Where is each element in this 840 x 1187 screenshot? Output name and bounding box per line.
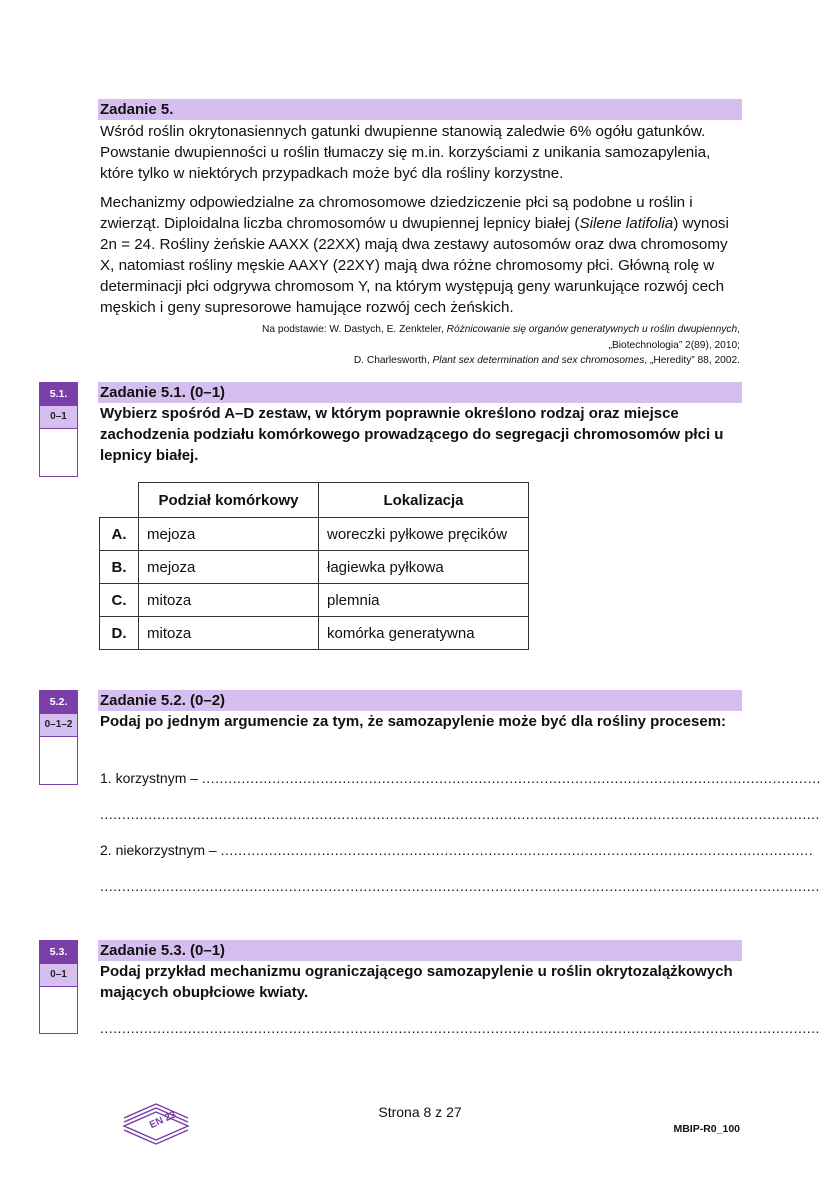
score-box-points: 0–1 bbox=[40, 963, 77, 987]
q2-question: Podaj po jednym argumencie za tym, że samozapylenie może być dla rośliny procesem: bbox=[100, 713, 727, 730]
source1-title: Różnicowanie się organów generatywnych u roślin dwupiennych bbox=[446, 324, 738, 335]
option-letter: B. bbox=[100, 551, 139, 584]
exam-code: MBIP-R0_100 bbox=[673, 1123, 740, 1135]
answer-label-2: 2. niekorzystnym – bbox=[100, 842, 217, 858]
score-box-points: 0–1 bbox=[40, 405, 77, 429]
option-location: łagiewka pyłkowa bbox=[319, 551, 529, 584]
option-division: mitoza bbox=[139, 617, 319, 650]
q3-header: Zadanie 5.3. (0–1) bbox=[98, 940, 742, 961]
q2-header: Zadanie 5.2. (0–2) bbox=[98, 690, 742, 711]
answer-line-1b[interactable]: .................................................................................................................................................................... bbox=[100, 806, 820, 822]
species-name: Silene latifolia bbox=[579, 215, 674, 232]
task-header: Zadanie 5. bbox=[98, 99, 742, 120]
table-header-row bbox=[100, 483, 529, 518]
answer-line-2[interactable]: 2. niekorzystnym – ....................................................................................................................................... bbox=[100, 842, 814, 858]
source1-authors: Na podstawie: W. Dastych, E. Zenkteler, bbox=[262, 324, 447, 335]
option-division: mejoza bbox=[139, 518, 319, 551]
logo-text: EN 23 bbox=[148, 1109, 178, 1132]
source1-sep: , bbox=[737, 324, 740, 335]
source-citation bbox=[140, 322, 740, 369]
option-location: plemnia bbox=[319, 584, 529, 617]
context-text-b: ) wynosi 2n = 24. Rośliny żeńskie AAXX (22XX) mają dwa zestawy autosomów oraz dwa chromosomy X, natomiast rośliny męskie AAXY (22XY) mają dwa różne chromosomy płci. Główną rolę w determinacji płci odgrywa chromosom Y, na którym występują geny warunkujące rozwój cech męskich i geny supresorowe hamujące rozwój cech żeńskich. bbox=[100, 215, 729, 316]
score-box-number: 5.1. bbox=[40, 383, 77, 405]
option-location: komórka generatywna bbox=[319, 617, 529, 650]
table-corner bbox=[100, 483, 139, 518]
intro-paragraph: Wśród roślin okrytonasiennych gatunki dwupienne stanowią zaledwie 6% ogółu gatunków. Powstanie dwupienności u roślin tłumaczy się m.in. korzyściami z unikania samozapylenia, które tylko w niektórych przypadkach może być dla rośliny korzystne. bbox=[100, 123, 711, 182]
source3-author: D. Charlesworth, bbox=[353, 355, 433, 366]
score-box-number: 5.2. bbox=[40, 691, 77, 713]
table-row[interactable] bbox=[100, 551, 529, 584]
score-box-5-1 bbox=[39, 382, 78, 477]
source2: „Biotechnologia” 2(89), 2010; bbox=[608, 339, 740, 351]
table-row[interactable] bbox=[100, 518, 529, 551]
option-location: woreczki pyłkowe pręcików bbox=[319, 518, 529, 551]
answer-label-1: 1. korzystnym – bbox=[100, 770, 199, 786]
q1-header: Zadanie 5.1. (0–1) bbox=[98, 382, 742, 403]
column-header-division: Podział komórkowy bbox=[139, 483, 319, 518]
option-letter: D. bbox=[100, 617, 139, 650]
source3-title: Plant sex determination and sex chromosomes bbox=[432, 355, 645, 366]
column-header-location: Lokalizacja bbox=[319, 483, 529, 518]
score-box-points: 0–1–2 bbox=[40, 713, 77, 737]
task-intro bbox=[100, 121, 740, 318]
page-number: Strona 8 z 27 bbox=[378, 1104, 462, 1120]
q1-question: Wybierz spośród A–D zestaw, w którym poprawnie określono rodzaj oraz miejsce zachodzenia podziału komórkowego prowadzącego do segregacji chromosomów płci u lepnicy białej. bbox=[100, 405, 724, 464]
context-paragraph bbox=[100, 192, 740, 318]
score-box-5-3 bbox=[39, 940, 78, 1034]
option-letter: A. bbox=[100, 518, 139, 551]
source3-journal: , „Heredity” 88, 2002. bbox=[644, 355, 740, 366]
options-table bbox=[99, 482, 529, 650]
option-division: mitoza bbox=[139, 584, 319, 617]
option-division: mejoza bbox=[139, 551, 319, 584]
score-box-number: 5.3. bbox=[40, 941, 77, 963]
context-text-a: Mechanizmy odpowiedzialne za chromosomowe dziedziczenie płci są podobne u roślin i zwierząt. Diploidalna liczba chromosomów u dwupiennej lepnicy białej ( bbox=[100, 194, 693, 232]
option-letter: C. bbox=[100, 584, 139, 617]
answer-line-2b[interactable]: .................................................................................................................................................................... bbox=[100, 878, 820, 894]
answer-line-1[interactable]: 1. korzystnym – ............................................................................................................................................. bbox=[100, 770, 821, 786]
q3-question: Podaj przykład mechanizmu ograniczającego samozapylenie u roślin okrytozalążkowych mających obupłciowe kwiaty. bbox=[100, 963, 733, 1001]
table-row[interactable] bbox=[100, 617, 529, 650]
table-row[interactable] bbox=[100, 584, 529, 617]
answer-line-3[interactable]: .................................................................................................................................................................... bbox=[100, 1020, 820, 1036]
score-box-5-2 bbox=[39, 690, 78, 785]
